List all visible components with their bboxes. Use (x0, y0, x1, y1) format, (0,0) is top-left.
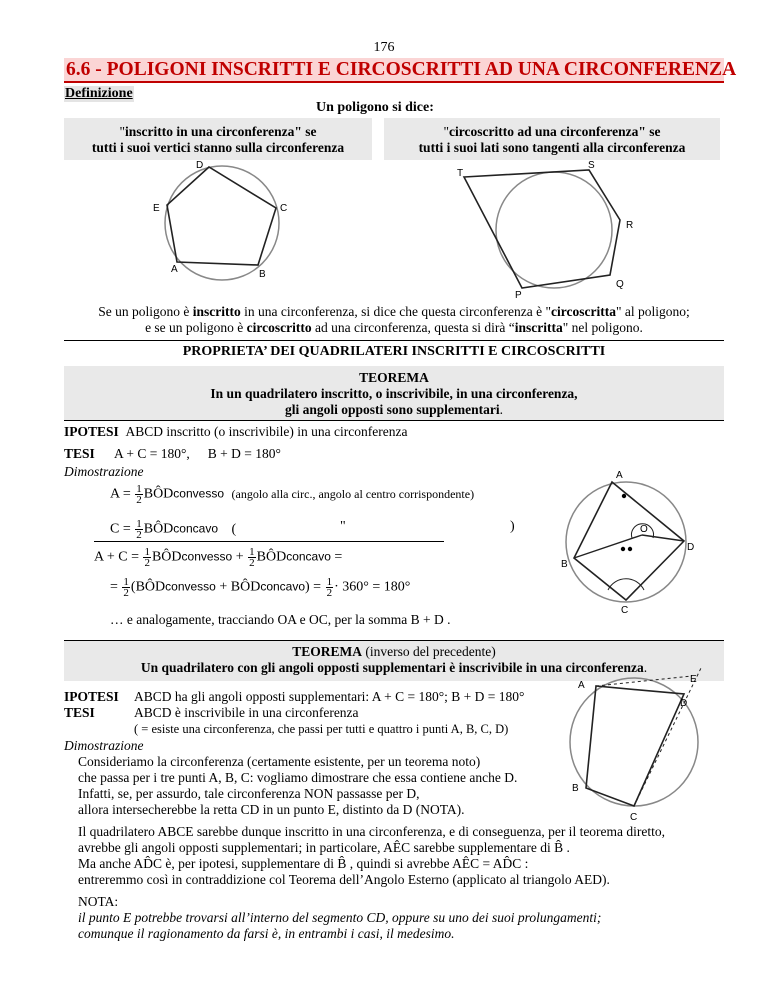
label-A: A (171, 264, 178, 275)
theorem1-hypothesis: IPOTESI ABCD inscritto (o inscrivibile) in una circonferenza (64, 424, 408, 439)
label-O: O (640, 524, 648, 535)
label-C: C (621, 605, 629, 616)
circumscribed-definition-box (384, 118, 720, 160)
separator (64, 340, 724, 341)
inscribed-line2: tutti i suoi vertici stanno sulla circonferenza (91, 140, 345, 155)
label-S: S (588, 160, 595, 171)
separator (64, 420, 724, 421)
theorem1-line2: gli angoli opposti sono supplementari (285, 402, 500, 417)
label-D: D (196, 160, 204, 171)
theorem2-hypothesis: IPOTESI ABCD ha gli angoli opposti supplementari: A + C = 180°; B + D = 180° (64, 689, 525, 704)
definition-intro: Un poligono si dice: (316, 100, 434, 115)
label-T: T (457, 168, 464, 179)
theorem1-thesis: TESI A + C = 180°, B + D = 180° (64, 446, 281, 461)
eq-sum: A + C = $\frac{1}{2}$ BÔDconvesso + $\frac{1}{2}$ BÔDconcavo = (94, 546, 343, 569)
quote: " (443, 124, 450, 139)
circumscribed-word: circoscritto (449, 124, 514, 139)
theorem1-box: TEOREMA In un quadrilatero inscritto, o inscrivibile, in una circonferenza, gli angoli opposti sono supplementari. (64, 366, 724, 420)
page-number: 176 (373, 40, 395, 55)
inscribed-circumscribed-note: Se un poligono è inscritto in una circonferenza, si dice che questa circonferenza è "circoscritta" al poligono; e se un poligono è circoscritto ad una circonferenza, questa si dirà “inscritta" nel poligono. (98, 304, 690, 335)
label-D: D (680, 698, 688, 709)
label-E: E (690, 674, 697, 685)
label-C: C (280, 203, 288, 214)
label-Q: Q (616, 279, 624, 290)
theorem2-figure (568, 664, 728, 824)
theorem2-thesis: TESI ABCD è inscrivibile in una circonferenza (64, 705, 359, 720)
eq-sum-result: = $\frac{1}{2}$ (BÔDconvesso + BÔDconcavo) = $\frac{1}{2}$ · 360° = 180° (110, 576, 411, 599)
theorem2-proof-label: Dimostrazione (64, 738, 144, 753)
theorem1-figure (560, 466, 710, 616)
circumscribed-rest: ad una circonferenza" se (514, 124, 661, 139)
theorem2-proof-p2: Il quadrilatero ABCE sarebbe dunque inscritto in una circonferenza, e di conseguenza, per il teorema diretto, avrebbe gli angoli opposti supplementari; in particolare, AÊC sarebbe supplementare di B̂ . Ma anche AD̂C è, per ipotesi, supplementare di B̂ , quindi si avrebbe AÊC = AD̂C : entreremmo così in contraddizione col Teorema dell’Angolo Esterno (applicato al triangolo AED). (78, 824, 666, 887)
theorem2-thesis-sub: ( = esiste una circonferenza, che passi per tutti e quattro i punti A, B, C, D) (134, 722, 509, 736)
theorem1-line1: In un quadrilatero inscritto, o inscrivibile, in una circonferenza, (210, 386, 578, 401)
definition-heading: Definizione (65, 86, 133, 101)
theorem2-box: TEOREMA (inverso del precedente) Un quadrilatero con gli angoli opposti supplementari è inscrivibile in una circonferenza. (64, 641, 724, 681)
eq-angle-c: C = $\frac{1}{2}$ BÔDconcavo ( " ) (110, 518, 515, 541)
theorem1-proof-label: Dimostrazione (64, 464, 144, 479)
quote: " (119, 124, 126, 139)
circumscribed-line2: tutti i suoi lati sono tangenti alla circonferenza (418, 140, 686, 155)
circumscribed-polygon-figure (452, 160, 642, 300)
theorem2-note: NOTA: il punto E potrebbe trovarsi all’interno del segmento CD, oppure su uno dei suoi prolungamenti; comunque il ragionamento da farsi è, in entrambi i casi, il medesimo. (78, 894, 602, 941)
inscribed-word: inscritto (125, 124, 174, 139)
title-underline (64, 81, 724, 83)
label-A: A (578, 680, 585, 691)
sum-line (94, 541, 444, 542)
label-B: B (561, 559, 568, 570)
label-P: P (515, 290, 522, 300)
label-B: B (259, 269, 266, 280)
inscribed-pentagon-figure (140, 160, 310, 285)
inscribed-rest: in una circonferenza" se (173, 124, 317, 139)
label-C: C (630, 812, 638, 823)
inscribed-definition-box (64, 118, 372, 160)
label-R: R (626, 220, 634, 231)
label-A: A (616, 470, 623, 481)
label-D: D (687, 542, 695, 553)
properties-heading: PROPRIETA’ DEI QUADRILATERI INSCRITTI E CIRCOSCRITTI (182, 344, 606, 359)
theorem1-label: TEOREMA (359, 370, 429, 385)
label-B: B (572, 783, 579, 794)
eq-angle-a: A = $\frac{1}{2}$ BÔDconvesso (angolo alla circ., angolo al centro corrispondente) (110, 483, 475, 506)
section-title: 6.6 - POLIGONI INSCRITTI E CIRCOSCRITTI AD UNA CIRCONFERENZA (66, 59, 737, 80)
label-E: E (153, 203, 160, 214)
theorem2-proof-p1: Consideriamo la circonferenza (certamente esistente, per un teorema noto) che passa per i tre punti A, B, C: vogliamo dimostrare che essa contiene anche D. Infatti, se, per assurdo, tale circonferenza NON passasse per D, allora intersecherebbe la retta CD in un punto E, distinto da D (NOTA). (78, 754, 518, 817)
theorem1-closing: … e analogamente, tracciando OA e OC, per la somma B + D . (110, 612, 451, 627)
